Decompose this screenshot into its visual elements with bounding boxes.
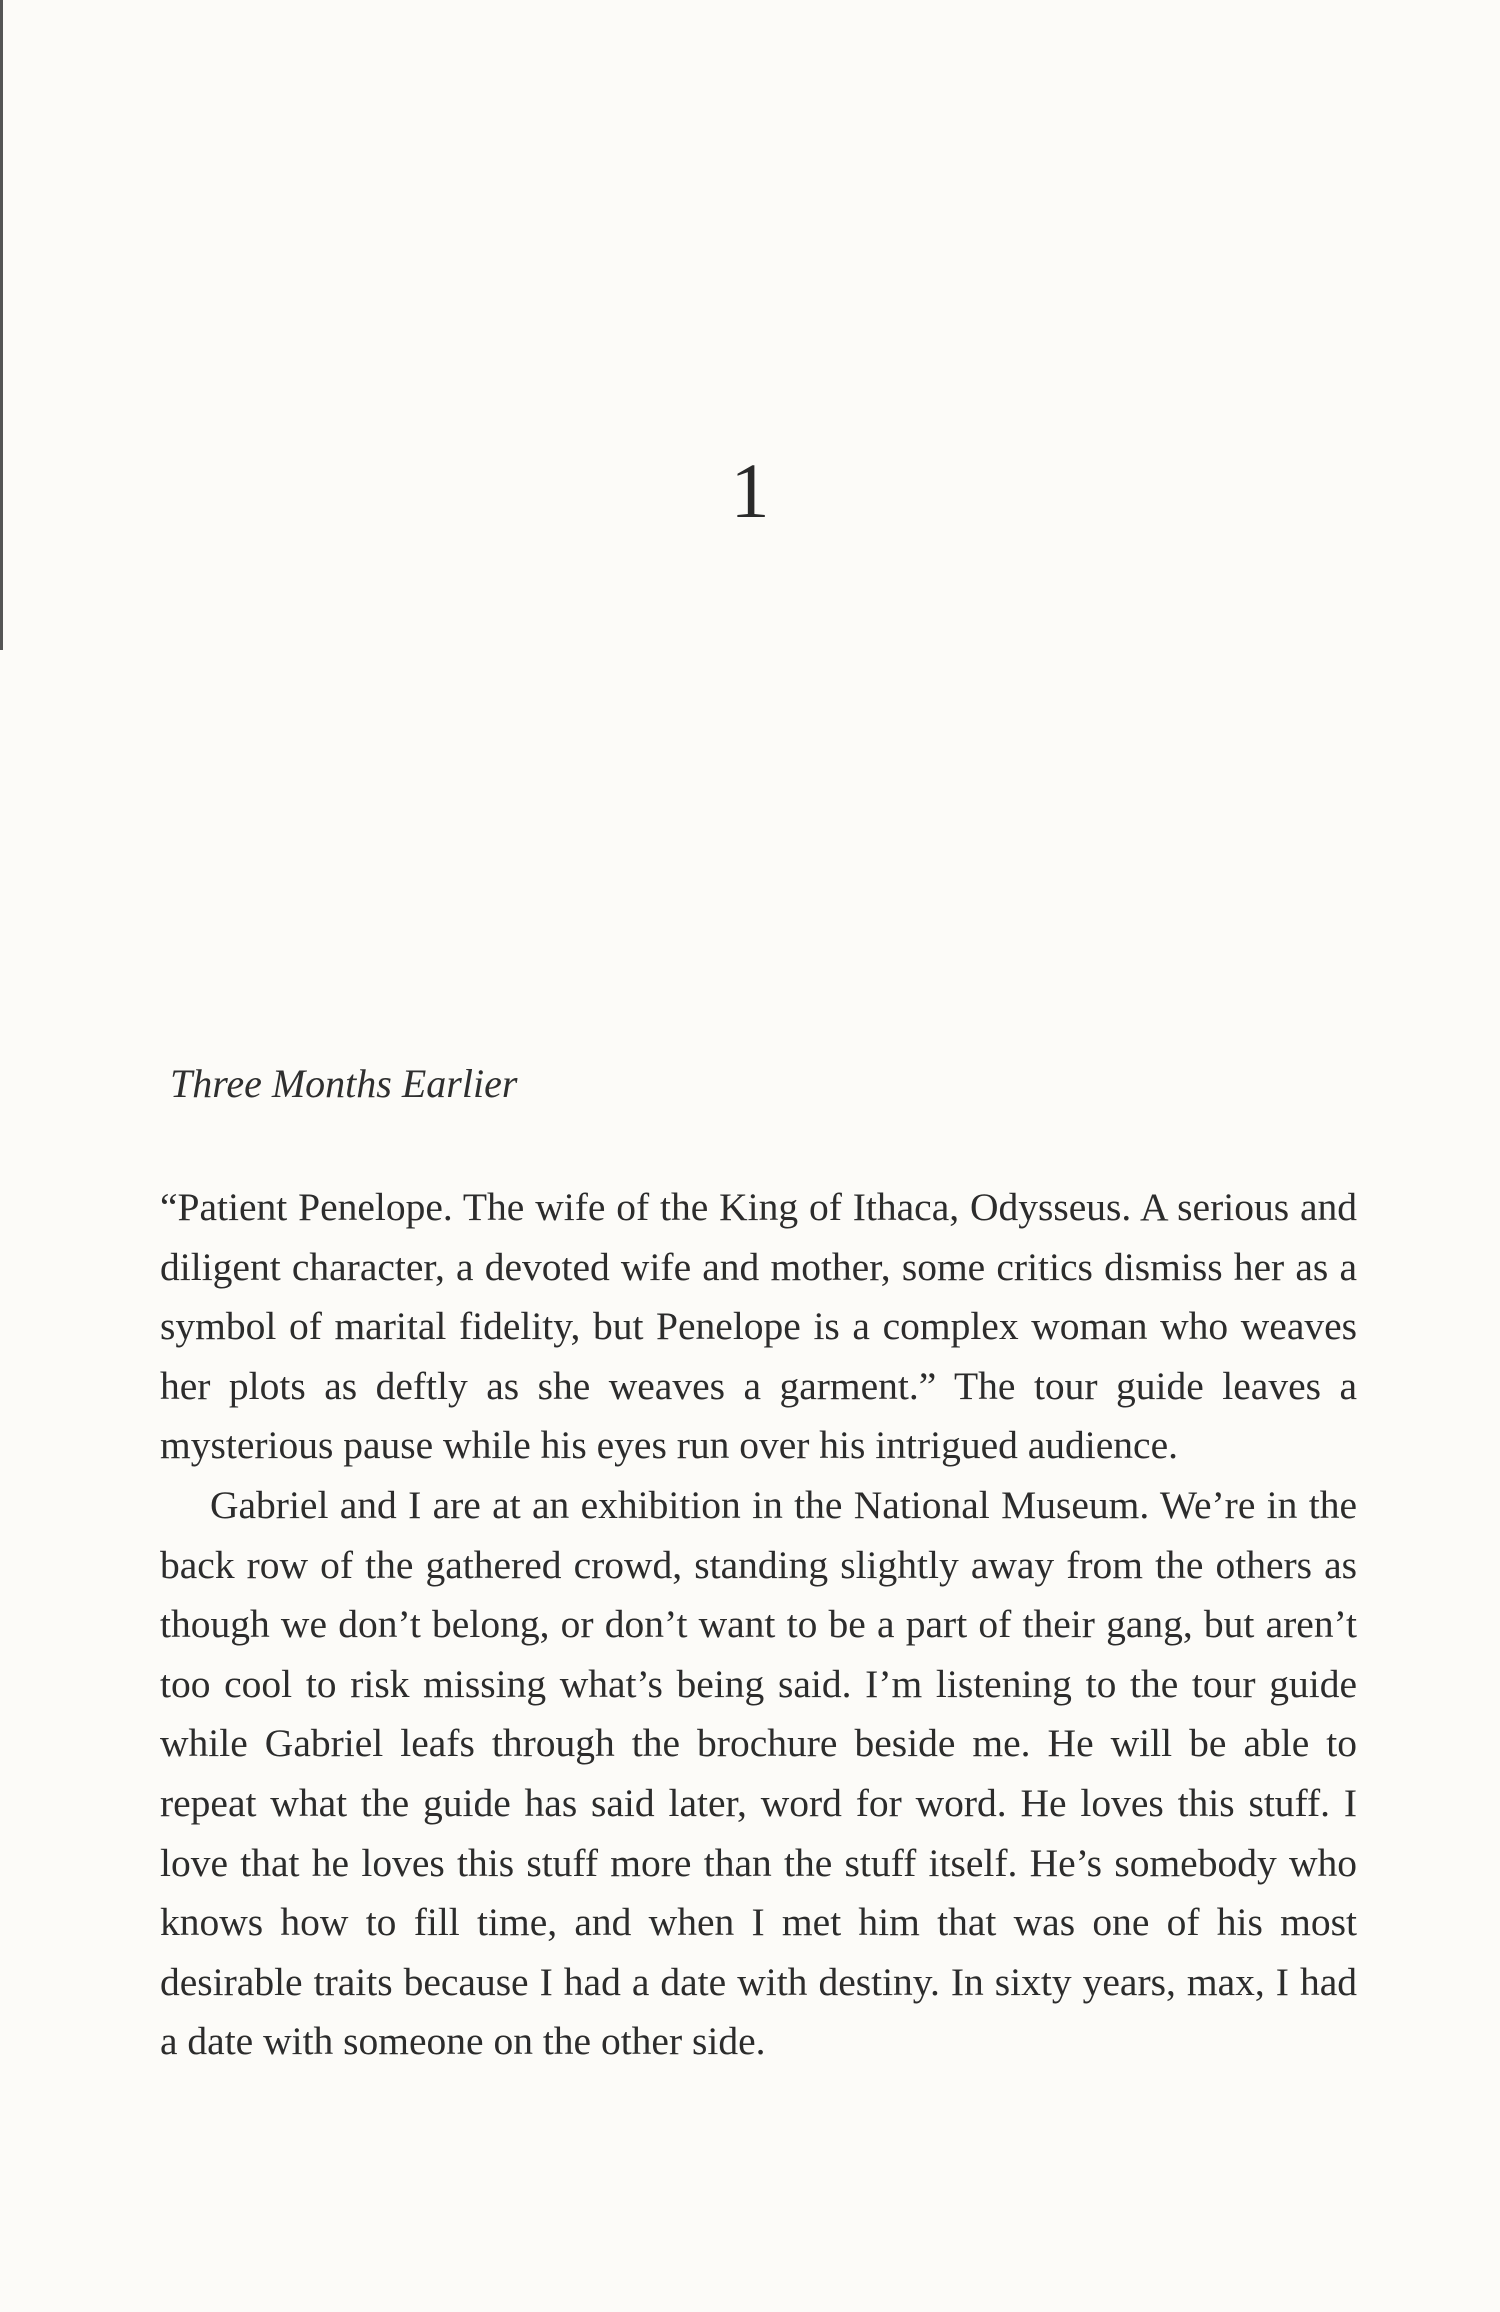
paragraph-1: “Patient Penelope. The wife of the King of Ithaca, Odysseus. A serious and diligent character, a devoted wife and mother, some critics dismiss her as a symbol of marital fidelity, but Penelope is a complex woman who weaves her plots as deftly as she weaves a garment.” The tour guide leaves a mysterious pause while his eyes run over his intrigued audience. [160,1185,1357,1468]
chapter-body [160,1178,1357,2072]
paragraph-2: Gabriel and I are at an exhibition in the National Museum. We’re in the back row of the gathered crowd, standing slightly away from the others as though we don’t belong, or don’t want to be a part of their gang, but aren’t too cool to risk missing what’s being said. I’m listening to the tour guide while Gabriel leafs through the brochure beside me. He will be able to repeat what the guide has said later, word for word. He loves this stuff. I love that he loves this stuff more than the stuff itself. He’s somebody who knows how to fill time, and when I met him that was one of his most desirable traits because I had a date with destiny. In sixty years, max, I had a date with someone on the other side. [160,1482,1357,2064]
chapter-number: 1 [730,447,770,534]
chapter-epigraph: Three Months Earlier [170,1061,518,1106]
page-edge-shadow [0,0,3,650]
